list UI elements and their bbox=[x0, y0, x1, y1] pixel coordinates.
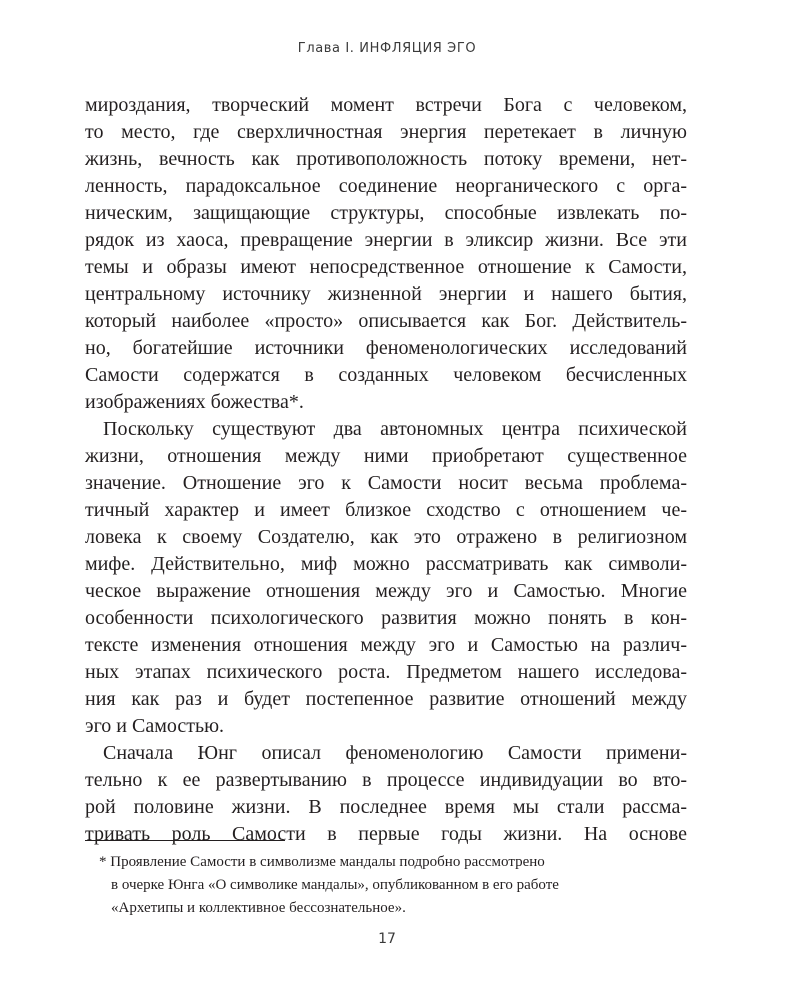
text-line: который наиболее «просто» описывается как Бог. Действитель- bbox=[85, 310, 687, 332]
text-line: тексте изменения отношения между эго и Самостью на различ- bbox=[85, 634, 687, 656]
text-line: особенности психологического развития можно понять в кон- bbox=[85, 607, 687, 629]
text-line: рядок из хаоса, превращение энергии в эликсир жизни. Все эти bbox=[85, 229, 687, 251]
text-line: Поскольку существуют два автономных центра психической bbox=[103, 418, 687, 440]
text-line: мироздания, творческий момент встречи Бога с человеком, bbox=[85, 94, 687, 116]
footnote-line: * Проявление Самости в символизме мандалы подробно рассмотрено bbox=[99, 854, 545, 870]
text-line: изображениях божества*. bbox=[85, 391, 304, 413]
body-text bbox=[85, 92, 687, 848]
text-line: ния как раз и будет постепенное развитие отношений между bbox=[85, 688, 687, 710]
text-line: эго и Самостью. bbox=[85, 715, 225, 737]
footnote-line: в очерке Юнга «О символике мандалы», опубликованном в его работе bbox=[111, 877, 559, 893]
text-line: тривать роль Самости в первые годы жизни. На основе bbox=[85, 823, 687, 845]
running-head-chapter-title: Глава I. ИНФЛЯЦИЯ ЭГО bbox=[297, 41, 477, 56]
text-line: ническим, защищающие структуры, способные извлекать по- bbox=[85, 202, 687, 224]
text-line: жизнь, вечность как противоположность потоку времени, нет- bbox=[85, 148, 687, 170]
page-number: 17 bbox=[378, 931, 396, 947]
text-line: тичный характер и имеет близкое сходство с отношением че- bbox=[85, 499, 687, 521]
text-line: ческое выражение отношения между эго и Самостью. Многие bbox=[85, 580, 687, 602]
text-line: Сначала Юнг описал феноменологию Самости примени- bbox=[103, 742, 687, 764]
text-line: жизни, отношения между ними приобретают существенное bbox=[85, 445, 687, 467]
text-line: Самости содержатся в созданных человеком бесчисленных bbox=[85, 364, 687, 386]
text-line: ловека к своему Создателю, как это отражено в религиозном bbox=[85, 526, 687, 548]
text-line: ленность, парадоксальное соединение неорганического с орга- bbox=[85, 175, 687, 197]
text-line: ных этапах психического роста. Предметом нашего исследова- bbox=[85, 661, 687, 683]
text-line: темы и образы имеют непосредственное отношение к Самости, bbox=[85, 256, 687, 278]
footnote-line: «Архетипы и коллективное бессознательное». bbox=[111, 900, 406, 916]
text-line: центральному источнику жизненной энергии и нашего бытия, bbox=[85, 283, 687, 305]
text-line: значение. Отношение эго к Самости носит весьма проблема- bbox=[85, 472, 687, 494]
text-line: то место, где сверхличностная энергия перетекает в личную bbox=[85, 121, 687, 143]
text-line: тельно к ее развертыванию в процессе индивидуации во вто- bbox=[85, 769, 687, 791]
text-line: мифе. Действительно, миф можно рассматривать как символи- bbox=[85, 553, 687, 575]
text-line: но, богатейшие источники феноменологических исследований bbox=[85, 337, 687, 359]
footnote bbox=[85, 851, 687, 920]
footnote-divider bbox=[85, 840, 285, 841]
text-line: рой половине жизни. В последнее время мы стали рассма- bbox=[85, 796, 687, 818]
